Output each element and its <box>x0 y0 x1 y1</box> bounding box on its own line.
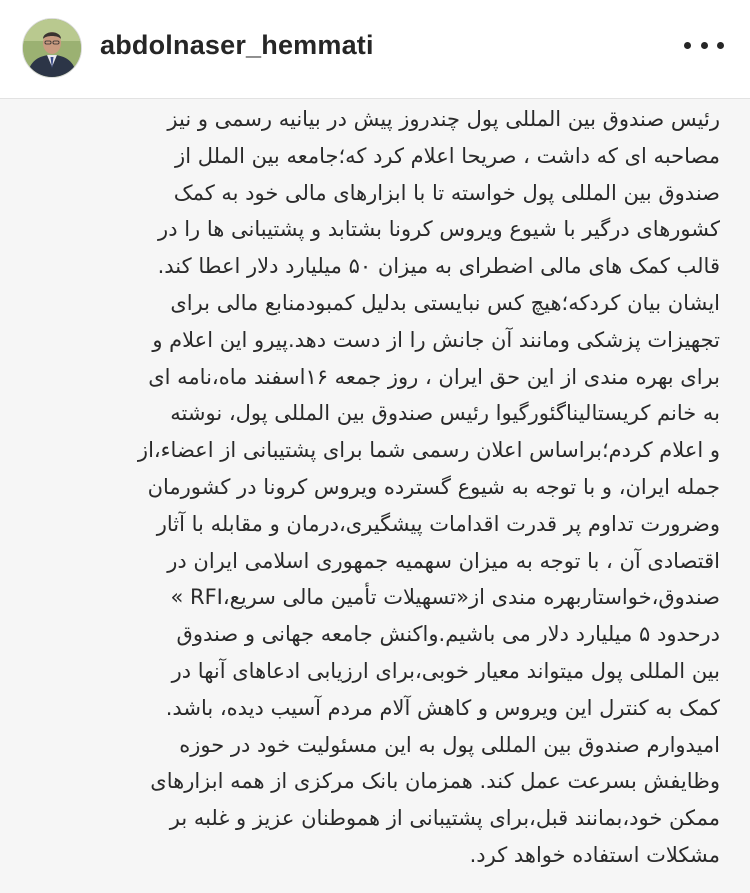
more-options-icon[interactable] <box>684 33 724 57</box>
text-line: صندوق،خواستاربهره مندی از«تسهیلات تأمین مالی سریع،RFI » <box>170 585 720 610</box>
more-dot <box>701 42 708 49</box>
more-dot <box>684 42 691 49</box>
profile-photo-icon <box>23 19 81 77</box>
text-line: تجهیزات پزشکی ومانند آن جانش را از دست دهد.پیرو این اعلام و <box>152 327 720 352</box>
text-line: صندوق بین المللی پول خواسته تا با ابزارهای مالی خود به کمک <box>173 180 720 205</box>
text-line: مصاحبه ای که داشت ، صریحا اعلام کرد که؛جامعه بین الملل از <box>175 143 720 168</box>
text-line: برای بهره مندی از این حق ایران ، روز جمعه ۱۶اسفند ماه،نامه ای <box>148 364 720 389</box>
text-line: اقتصادی آن ، با توجه به میزان سهمیه جمهوری اسلامی ایران در <box>167 548 720 573</box>
post-image <box>0 99 750 893</box>
text-line: و اعلام کردم؛براساس اعلان رسمی شما برای پشتیبانی از اعضاء،از <box>137 438 720 463</box>
text-line: قالب کمک های مالی اضطرای به میزان ۵۰ میلیارد دلار اعطا کند. <box>157 254 720 279</box>
text-line: مشکلات استفاده خواهد کرد. <box>469 842 720 867</box>
text-line: امیدوارم صندوق بین المللی پول به این مسئولیت خود در حوزه <box>179 732 720 757</box>
text-line: کشورهای درگیر با شیوع ویروس کرونا بشتابد و پشتیبانی ها را در <box>158 217 720 242</box>
text-line: بین المللی پول میتواند معیار خوبی،برای ارزیابی ادعاهای آنها در <box>171 658 720 683</box>
text-line: جمله ایران، و با توجه به شیوع گسترده ویروس کرونا در کشورمان <box>147 474 720 499</box>
text-line: درحدود ۵ میلیارد دلار می باشیم.واکنش جامعه جهانی و صندوق <box>176 622 720 647</box>
text-line: به خانم کریستالیناگئورگیوا رئیس صندوق بین المللی پول، نوشته <box>170 401 720 426</box>
text-line: ممکن خود،بمانند قبل،برای پشتیبانی از هموطنان عزیز و غلبه بر <box>169 806 720 831</box>
username[interactable]: abdolnaser_hemmati <box>100 30 374 60</box>
post-text <box>60 101 720 874</box>
avatar[interactable] <box>22 18 82 78</box>
more-dot <box>717 42 724 49</box>
text-line: وظایفش بسرعت عمل کند. همزمان بانک مرکزی از همه ابزارهای <box>150 769 720 794</box>
post-header <box>0 0 750 99</box>
text-line: کمک به کنترل این ویروس و کاهش آلام مردم آسیب دیده، باشد. <box>165 695 720 720</box>
text-line: ایشان بیان کردکه؛هیچ کس نبایستی بدلیل کمبودمنابع مالی برای <box>170 290 720 315</box>
text-line: رئیس صندوق بین المللی پول چندروز پیش در بیانیه رسمی و نیز <box>167 107 720 131</box>
text-line: وضرورت تداوم پر قدرت اقدامات پیشگیری،درمان و مقابله با آثار <box>156 511 720 536</box>
